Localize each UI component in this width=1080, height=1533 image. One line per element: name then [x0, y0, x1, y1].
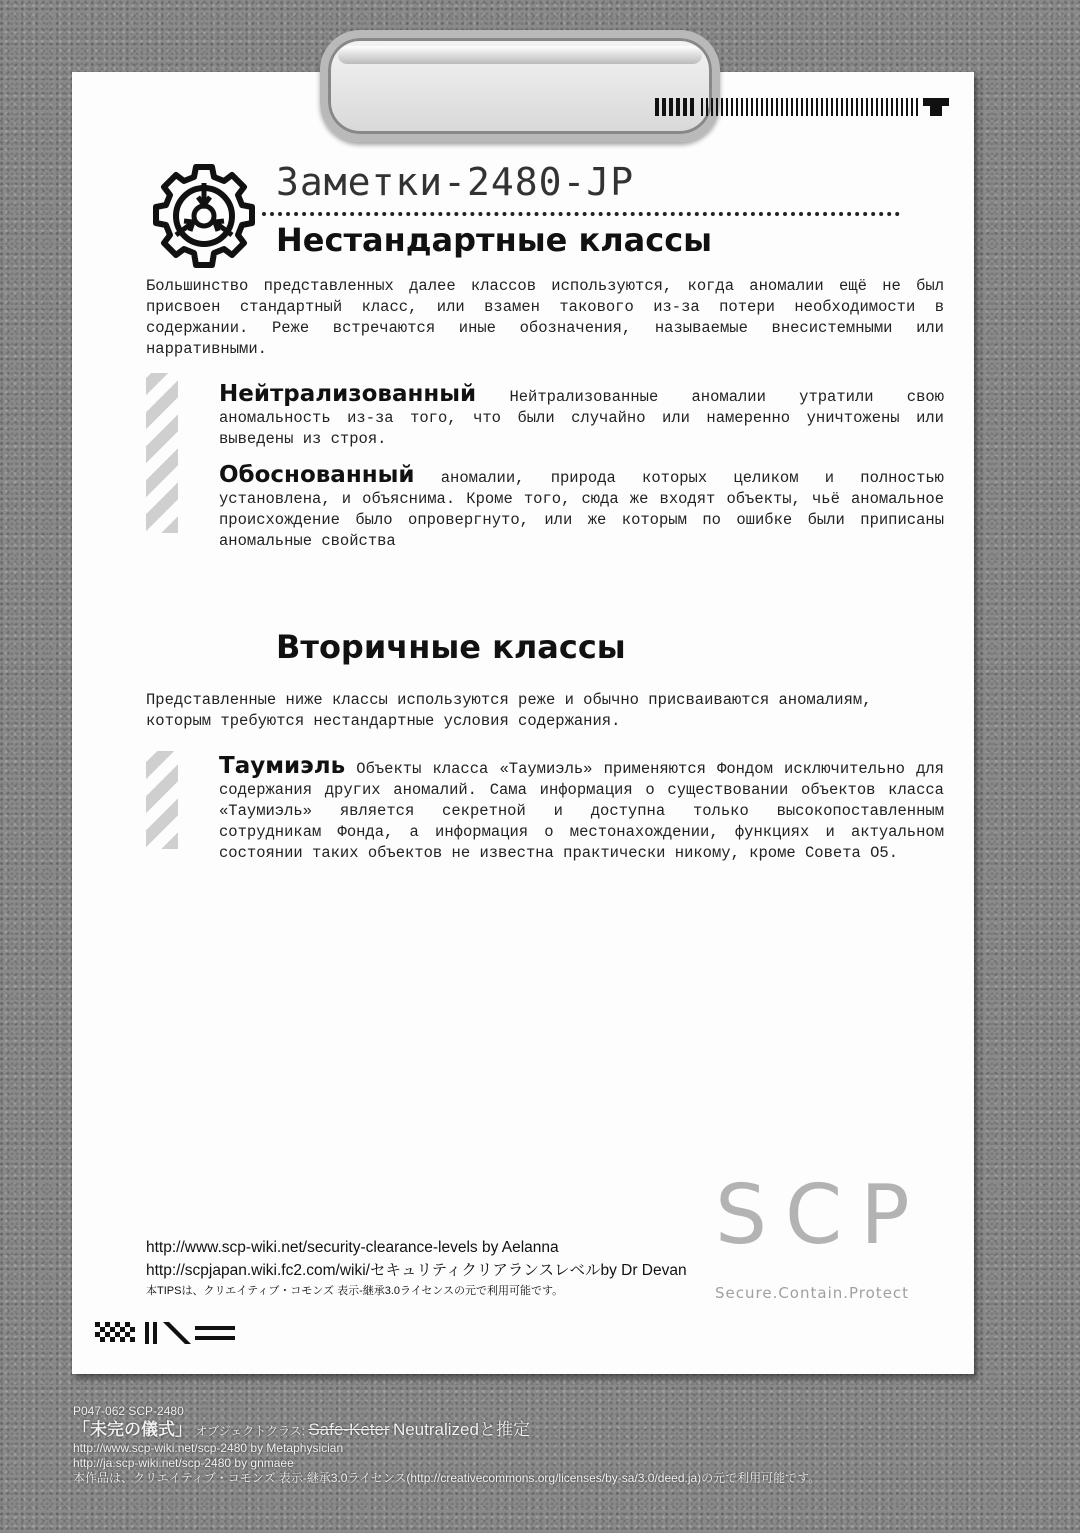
references — [146, 1236, 687, 1300]
scp-logo-icon — [150, 163, 258, 271]
page-code: P047-062 SCP-2480 — [73, 1404, 184, 1418]
entry-term: Нейтрализованный — [219, 381, 477, 407]
assumed-class: Neutralizedと推定 — [392, 1420, 530, 1439]
license-note: 本TIPSは、クリエイティブ・コモンズ 表示-継承3.0ライセンスの元で利用可能です。 — [146, 1285, 564, 1297]
scp-watermark-subtitle: Secure.Contain.Protect — [715, 1284, 910, 1302]
reference-link[interactable]: http://www.scp-wiki.net/security-clearance-levels by Aelanna — [146, 1239, 559, 1256]
entry-thaumiel — [219, 753, 944, 864]
secondary-intro: Представленные ниже классы используются реже и обычно присваиваются аномалиям, которым требуются нестандартные условия содержания. — [146, 691, 872, 730]
clipboard-clip-icon — [320, 30, 720, 142]
document-title: Заметки-2480-JP — [276, 160, 635, 204]
entry-explained — [219, 462, 944, 552]
nonstandard-heading: Нестандартные классы — [276, 221, 713, 259]
struck-class: Safe-Keter — [308, 1420, 390, 1439]
title-divider — [262, 212, 900, 216]
entry-text: Нейтрализованные аномалии утратили свою аномальность из-за того, что были случайно или намеренно уничтожены или выведены из строя. — [219, 388, 944, 448]
object-class-label: オブジェクトクラス: — [195, 1424, 305, 1438]
entry-term: Таумиэль — [219, 753, 346, 779]
hazard-stripe-icon — [146, 373, 178, 533]
entry-term: Обоснованный — [219, 462, 415, 488]
secondary-heading: Вторичные классы — [276, 628, 626, 666]
entry-text: Объекты класса «Таумиэль» применяются Фондом исключительно для содержания других аномалий. Сама информация о существовании объектов класса «Таумиэль» является секретной и доступна только высокопоставленным сотрудникам Фонда, а информация о местонахождении, функциях и актуальном состоянии таких объектов не известна практически никому, кроме Совета О5. — [219, 760, 944, 862]
reference-link[interactable]: http://scpjapan.wiki.fc2.com/wiki/セキュリティクリアランスレベルby Dr Devan — [146, 1262, 687, 1279]
scp-watermark: SCP — [715, 1168, 928, 1263]
credit-license: 本作品は、クリエイティブ・コモンズ 表示-継承3.0ライセンス(http://creativecommons.org/licenses/by-sa/3.0/deed.ja)の元で利用可能です。 — [73, 1471, 821, 1485]
hazard-stripe-icon — [146, 751, 178, 849]
object-class-line — [73, 1419, 820, 1441]
nonstandard-intro: Большинство представленных далее классов используются, когда аномалии ещё не был присвоен стандартный класс, или взамен такового из-за потери необходимости в содержании. Реже встречаются иные обозначения, называемые внесистемными или нарративными. — [146, 277, 944, 358]
entry-text: аномалии, природа которых целиком и полностью установлена, и объяснима. Кроме того, сюда же входят объекты, чьё аномальное происхождение было опровергнуто, или же которым по ошибке были приписаны аномальные свойства — [219, 469, 944, 550]
footer-credits — [73, 1404, 820, 1486]
credit-link[interactable]: http://ja.scp-wiki.net/scp-2480 by gnmaee — [73, 1456, 294, 1470]
credit-link[interactable]: http://www.scp-wiki.net/scp-2480 by Metaphysician — [73, 1441, 344, 1455]
entry-neutralized — [219, 381, 944, 450]
checker-mark-icon — [95, 1322, 245, 1346]
barcode-icon — [653, 96, 953, 118]
ritual-title: 「未完の儀式」 — [73, 1420, 192, 1439]
